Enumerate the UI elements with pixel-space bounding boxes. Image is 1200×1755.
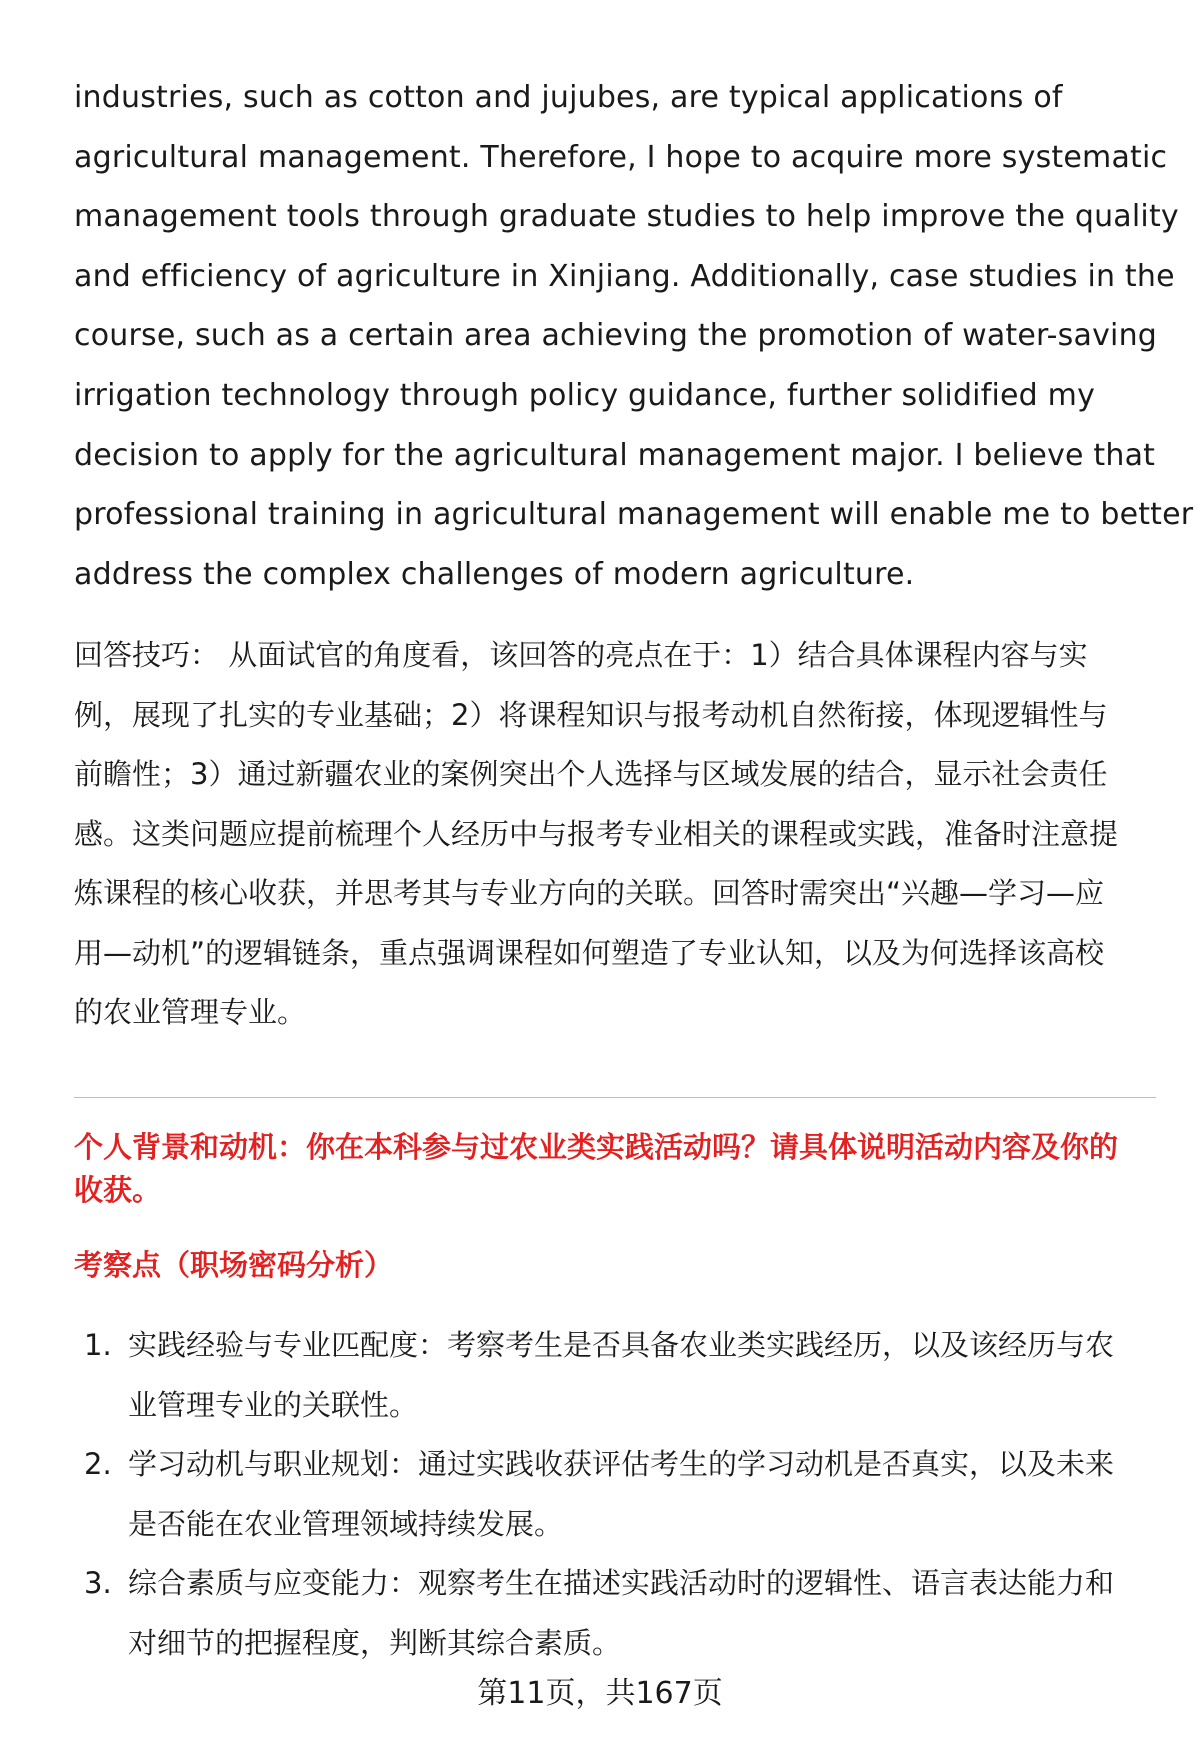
question-line: 收获。: [74, 1173, 162, 1207]
question-line: 个人背景和动机：你在本科参与过农业类实践活动吗？请具体说明活动内容及你的: [74, 1130, 1119, 1164]
list-item: [74, 1316, 1164, 1435]
english-answer-line: address the complex challenges of modern agriculture.: [74, 556, 915, 592]
list-item-line: 业管理专业的关联性。: [128, 1387, 419, 1422]
list-item-line: 实践经验与专业匹配度：考察考生是否具备农业类实践经历，以及该经历与农: [128, 1328, 1115, 1362]
answer-content: [74, 68, 1194, 1043]
page-number-footer: 第11页，共167页: [477, 1676, 723, 1711]
answer-tips-paragraph: [74, 626, 1154, 1043]
english-answer-line: course, such as a certain area achieving the promotion of water-saving: [74, 318, 1158, 354]
answer-tips-line: 用—动机”的逻辑链条，重点强调课程如何塑造了专业认知，以及为何选择该高校: [74, 935, 1105, 970]
answer-tips-line: 例，展现了扎实的专业基础；2）将课程知识与报考动机自然衔接，体现逻辑性与: [74, 697, 1108, 732]
section-divider: [74, 1097, 1156, 1098]
list-item: [74, 1435, 1164, 1554]
english-answer-line: and efficiency of agriculture in Xinjiang. Additionally, case studies in the: [74, 258, 1175, 294]
english-answer-line: professional training in agricultural management will enable me to better: [74, 497, 1194, 533]
english-answer-line: decision to apply for the agricultural management major. I believe that: [74, 437, 1156, 473]
answer-tips-line: 感。这类问题应提前梳理个人经历中与报考专业相关的课程或实践，准备时注意提: [74, 816, 1119, 851]
list-item-line: 综合素质与应变能力：观察考生在描述实践活动时的逻辑性、语言表达能力和: [128, 1566, 1115, 1600]
answer-tips-line: 炼课程的核心收获，并思考其与专业方向的关联。回答时需突出“兴趣—学习—应: [74, 876, 1105, 911]
english-answer-line: management tools through graduate studies to help improve the quality: [74, 199, 1179, 235]
list-item-number: 1.: [84, 1328, 112, 1362]
list-item-line: 是否能在农业管理领域持续发展。: [128, 1506, 564, 1541]
answer-tips-line: 前瞻性；3）通过新疆农业的案例突出个人选择与区域发展的结合，显示社会责任: [74, 757, 1108, 792]
list-item-number: 3.: [84, 1566, 112, 1600]
question-heading: [74, 1126, 1156, 1212]
list-item-line: 学习动机与职业规划：通过实践收获评估考生的学习动机是否真实，以及未来: [128, 1447, 1115, 1481]
answer-tips-line: 的农业管理专业。: [74, 995, 307, 1030]
list-item-number: 2.: [84, 1447, 112, 1481]
list-item-line: 对细节的把握程度，判断其综合素质。: [128, 1625, 622, 1660]
list-item: [74, 1554, 1164, 1673]
assessment-points-list: [74, 1316, 1164, 1673]
answer-tips-line: 回答技巧： 从面试官的角度看，该回答的亮点在于：1）结合具体课程内容与实: [74, 638, 1088, 673]
english-answer-line: agricultural management. Therefore, I hope to acquire more systematic: [74, 139, 1168, 175]
assessment-points-heading: 考察点（职场密码分析）: [74, 1248, 394, 1282]
english-answer-line: irrigation technology through policy guidance, further solidified my: [74, 377, 1096, 413]
english-answer-paragraph: [74, 68, 1194, 604]
english-answer-line: industries, such as cotton and jujubes, are typical applications of: [74, 80, 1063, 115]
